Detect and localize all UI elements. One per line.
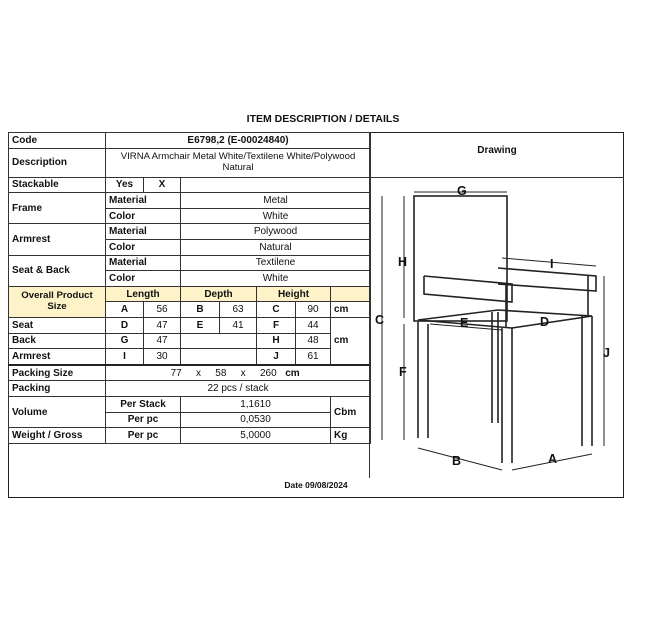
drawing-label-d: D <box>540 315 550 329</box>
drawing-label-g: G <box>457 184 467 198</box>
code-value: E6798,2 (E-00024840) <box>106 133 371 149</box>
seat-label: Seat <box>9 317 106 333</box>
frame-color-label: Color <box>106 208 181 224</box>
packing-length: 77 <box>170 367 182 379</box>
dimension-lines <box>382 192 604 470</box>
dim-i-label: I <box>106 349 144 365</box>
chair-drawing <box>370 178 624 476</box>
armrest-material-row <box>9 224 371 240</box>
packing-size-label: Packing Size <box>9 365 106 381</box>
description-row <box>9 148 371 177</box>
dim-h-label: H <box>257 333 296 349</box>
description-value: VIRNA Armchair Metal White/Textilene White/Polywood Natural <box>106 148 371 177</box>
seatback-label: Seat & Back <box>9 255 106 286</box>
volume-stack-row <box>9 396 371 412</box>
volume-per-pc-value: 0,0530 <box>181 412 331 428</box>
dim-j-label: J <box>257 349 296 365</box>
packing-x2: x <box>240 367 246 379</box>
weight-row <box>9 428 371 444</box>
frame-material-value: Metal <box>181 193 371 209</box>
document-date: Date 09/08/2024 <box>284 480 348 490</box>
frame-material-row <box>9 193 371 209</box>
packing-unit: cm <box>285 367 300 379</box>
packing-width: 58 <box>215 367 227 379</box>
frame-material-label: Material <box>106 193 181 209</box>
stackable-mark: X <box>144 177 181 193</box>
drawing-label-e: E <box>460 316 469 330</box>
packing-row <box>9 381 371 397</box>
drawing-label-i: I <box>550 257 554 271</box>
armrest-material-value: Polywood <box>181 224 371 240</box>
dim-g-label: G <box>106 333 144 349</box>
seatback-material-value: Textilene <box>181 255 371 271</box>
weight-label: Weight / Gross <box>9 428 106 444</box>
overall-header-blank <box>331 286 371 302</box>
volume-per-stack-label: Per Stack <box>106 396 181 412</box>
drawing-label-h: H <box>398 255 408 269</box>
dim-b-value: 63 <box>220 302 257 318</box>
packing-value: 22 pcs / stack <box>106 381 371 397</box>
weight-unit: Kg <box>331 428 371 444</box>
seatback-color-value: White <box>181 271 371 287</box>
volume-per-pc-label: Per pc <box>106 412 181 428</box>
seatback-color-label: Color <box>106 271 181 287</box>
drawing-label-c: C <box>375 313 385 327</box>
armrest-dims-blank <box>181 349 257 365</box>
packing-size-values <box>106 365 371 381</box>
drawing-label-a: A <box>548 452 558 466</box>
dim-f-label: F <box>257 317 296 333</box>
dim-a-label: A <box>106 302 144 318</box>
dim-e-value: 41 <box>220 317 257 333</box>
packing-size-row <box>9 365 371 381</box>
height-header: Height <box>257 286 331 302</box>
stackable-yes: Yes <box>106 177 144 193</box>
overall-header-row <box>9 286 371 302</box>
packing-label: Packing <box>9 381 106 397</box>
code-row <box>9 133 371 149</box>
dim-g-value: 47 <box>144 333 181 349</box>
stackable-row <box>9 177 371 193</box>
volume-label: Volume <box>9 396 106 427</box>
dim-line-i <box>502 258 596 266</box>
armrest-dims-row <box>9 349 371 365</box>
chair-left-arm <box>424 276 512 302</box>
dim-h-value: 48 <box>296 333 331 349</box>
volume-per-stack-value: 1,1610 <box>181 396 331 412</box>
back-blank <box>181 333 257 349</box>
dim-f-value: 44 <box>296 317 331 333</box>
armrest-color-label: Color <box>106 239 181 255</box>
weight-per-pc-label: Per pc <box>106 428 181 444</box>
drawing-label-b: B <box>452 454 462 468</box>
frame-color-value: White <box>181 208 371 224</box>
dim-i-value: 30 <box>144 349 181 365</box>
armrest-label: Armrest <box>9 224 106 255</box>
dim-c-value: 90 <box>296 302 331 318</box>
dim-e-label: E <box>181 317 220 333</box>
overall-size-label: Overall Product Size <box>9 286 106 317</box>
packing-height: 260 <box>259 367 277 379</box>
frame-label: Frame <box>9 193 106 224</box>
armrest-dims-label: Armrest <box>9 349 106 365</box>
dim-d-label: D <box>106 317 144 333</box>
volume-unit: Cbm <box>331 396 371 427</box>
drawing-label-f: F <box>399 365 407 379</box>
code-label: Code <box>9 133 106 149</box>
back-label: Back <box>9 333 106 349</box>
dim-d-value: 47 <box>144 317 181 333</box>
seatback-material-label: Material <box>106 255 181 271</box>
parts-unit: cm <box>331 317 371 364</box>
dim-j-value: 61 <box>296 349 331 365</box>
drawing-label-j: J <box>603 346 610 360</box>
stackable-empty <box>181 177 371 193</box>
stackable-label: Stackable <box>9 177 106 193</box>
armrest-material-label: Material <box>106 224 181 240</box>
seatback-material-row <box>9 255 371 271</box>
spec-table <box>8 132 371 444</box>
weight-per-pc-value: 5,0000 <box>181 428 331 444</box>
page-title: ITEM DESCRIPTION / DETAILS <box>246 113 400 125</box>
length-header: Length <box>106 286 181 302</box>
depth-header: Depth <box>181 286 257 302</box>
dim-a-value: 56 <box>144 302 181 318</box>
armrest-color-value: Natural <box>181 239 371 255</box>
chair-outline <box>414 196 596 463</box>
description-label: Description <box>9 148 106 177</box>
dim-b-label: B <box>181 302 220 318</box>
overall-unit: cm <box>331 302 371 318</box>
seat-row <box>9 317 371 333</box>
packing-x1: x <box>195 367 201 379</box>
back-row <box>9 333 371 349</box>
chair-back-frame <box>414 196 507 321</box>
dim-c-label: C <box>257 302 296 318</box>
drawing-heading: Drawing <box>477 145 517 156</box>
